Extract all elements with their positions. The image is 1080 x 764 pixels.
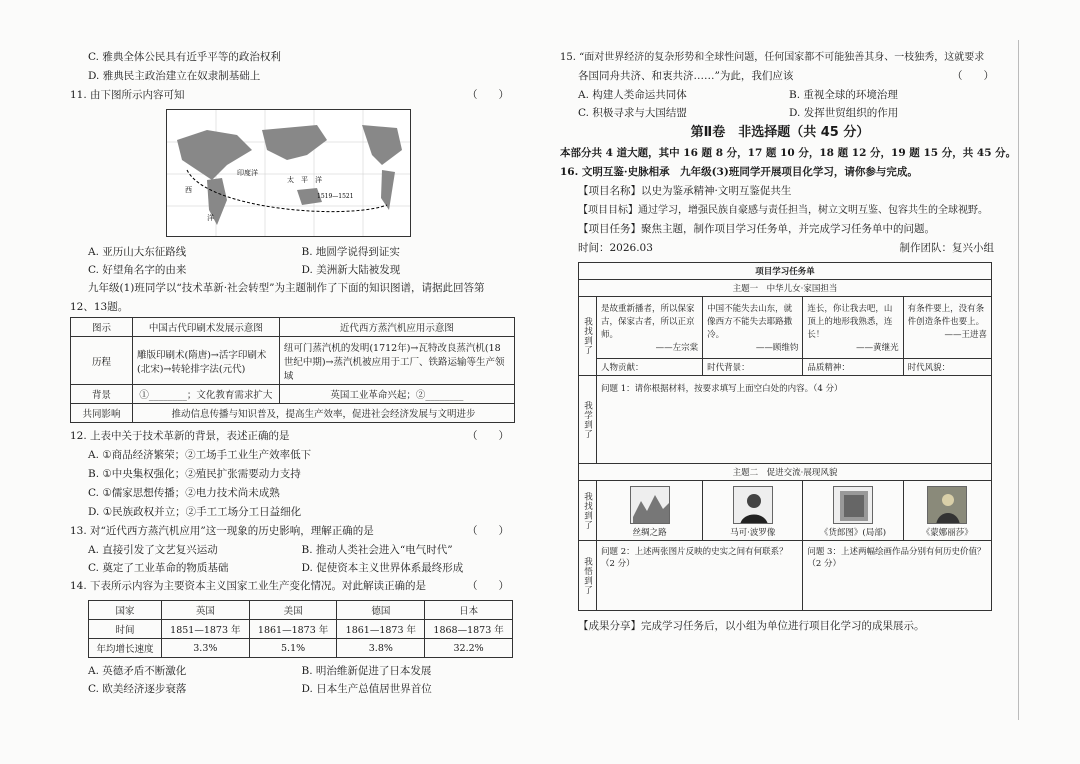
industry-table-r1c0: 时间 bbox=[89, 620, 162, 639]
tech-table-r2c0: 背景 bbox=[71, 385, 133, 404]
industry-table-h2: 美国 bbox=[249, 601, 337, 620]
pic-silk-road-caption: 丝绸之路 bbox=[632, 528, 667, 538]
q15-options-row2 bbox=[560, 104, 1000, 122]
q13-option-d: D. 促使资本主义世界体系最终形成 bbox=[301, 562, 464, 574]
world-map-svg bbox=[167, 110, 411, 237]
q13-option-c: C. 奠定了工业革命的物质基础 bbox=[88, 562, 229, 574]
q11-option-a: A. 亚历山大东征路线 bbox=[88, 246, 187, 258]
q12-stem: 12. 上表中关于技术革新的背景，表述正确的是 （ ） bbox=[70, 430, 509, 442]
theme-one-title: 主题一 中华儿女·家国担当 bbox=[579, 280, 992, 297]
tech-table-r3c1: 推动信息传播与知识普及，提高生产效率，促进社会经济发展与文明进步 bbox=[133, 404, 515, 423]
q11-option-c: C. 好望角名字的由来 bbox=[88, 264, 187, 276]
q13-stem: 13. 对“近代西方蒸汽机应用”这一现象的历史影响，理解正确的是 （ ） bbox=[70, 525, 509, 537]
left-column bbox=[70, 48, 515, 698]
map-label-2: 洋 bbox=[207, 214, 214, 222]
q13-option-b: B. 推动人类社会进入“电气时代” bbox=[301, 544, 453, 556]
task-sheet bbox=[578, 262, 992, 611]
task-sheet-title: 项目学习任务单 bbox=[579, 263, 992, 280]
theme-two-title: 主题二 促进交流·展现风貌 bbox=[579, 464, 992, 481]
quote-3: 连长，你让我去吧，山顶上的地形我熟悉，连长！ ——黄继光 bbox=[803, 297, 903, 359]
q14-options-row1 bbox=[70, 662, 515, 680]
q15-stem: 15. “面对世界经济的复杂形势和全球性问题，任何国家都不可能独善其身、一枝独秀，这就要求 bbox=[560, 52, 985, 63]
industry-table-h0: 国家 bbox=[89, 601, 162, 620]
project-meta bbox=[560, 239, 1000, 258]
q13-options-row2 bbox=[70, 559, 515, 577]
tech-table-h0: 图示 bbox=[71, 318, 133, 337]
industry-table-h1: 英国 bbox=[161, 601, 249, 620]
q14-option-c: C. 欧美经济逐步衰落 bbox=[88, 683, 187, 695]
pic-marco-polo bbox=[703, 481, 803, 541]
results-share: 【成果分享】完成学习任务后，以小组为单位进行项目化学习的成果展示。 bbox=[578, 620, 925, 632]
q15-option-c: C. 积极寻求与大国结盟 bbox=[578, 107, 687, 119]
option-c-prev: C. 雅典全体公民具有近乎平等的政治权利 bbox=[88, 51, 281, 63]
label-learned: 我学到了 bbox=[579, 376, 597, 464]
q12-option-a: A. ①商品经济繁荣；②工场手工业生产效率低下 bbox=[88, 449, 312, 461]
tech-table-r1c1: 雕版印刷术(隋唐)→活字印刷术(北宋)→转轮排字法(元代) bbox=[133, 337, 280, 385]
industry-table-r2c3: 3.8% bbox=[337, 639, 425, 658]
silk-road-svg bbox=[631, 487, 670, 524]
map-ocean-label: 太 平 洋 bbox=[287, 176, 322, 184]
q14-stem: 14. 下表所示内容为主要资本主义国家工业生产变化情况。对此解读正确的是 （ ） bbox=[70, 580, 509, 592]
q14-option-d: D. 日本生产总值居世界首位 bbox=[301, 683, 432, 695]
q16-stem: 16. 文明互鉴·史脉相承 九年级(3)班同学开展项目化学习，请你参与完成。 bbox=[560, 166, 918, 178]
q15-option-d: D. 发挥世贸组织的作用 bbox=[789, 107, 899, 119]
q14-options-row2 bbox=[70, 680, 515, 698]
industry-table-r1c3: 1861—1873 年 bbox=[337, 620, 425, 639]
field-background[interactable]: 时代背景： bbox=[703, 359, 803, 376]
question-3[interactable]: 问题 3：上述两幅绘画作品分别有何历史价值？（2 分） bbox=[803, 541, 992, 611]
pic-mona-lisa-caption: 《蒙娜丽莎》 bbox=[921, 528, 973, 538]
label-found-2: 我找到了 bbox=[579, 481, 597, 541]
industry-table bbox=[88, 600, 513, 658]
label-found: 我找到了 bbox=[579, 297, 597, 376]
q15-options-row1 bbox=[560, 86, 1000, 104]
map-label-1: 西 bbox=[185, 186, 192, 194]
q14-option-a: A. 英德矛盾不断激化 bbox=[88, 665, 187, 677]
peddler-svg bbox=[834, 487, 873, 524]
industry-table-r1c2: 1861—1873 年 bbox=[249, 620, 337, 639]
q12-option-c: C. ①儒家思想传播；②电力技术尚未成熟 bbox=[88, 487, 280, 499]
marco-polo-image bbox=[733, 486, 773, 524]
field-spirit[interactable]: 品质精神： bbox=[803, 359, 903, 376]
knowledge-map-intro: 九年级(1)班同学以“技术革新·社会转型”为主题制作了下面的知识图谱，请据此回答第 bbox=[88, 282, 485, 294]
q12-option-b: B. ①中央集权强化；②殖民扩张需要动力支持 bbox=[88, 468, 301, 480]
q15-option-b: B. 重视全球的环境治理 bbox=[789, 89, 898, 101]
quote-2: 中国不能失去山东，就像西方不能失去耶路撒冷。 ——顾维钧 bbox=[703, 297, 803, 359]
quote-4: 有条件要上，没有条件创造条件也要上。 ——王进喜 bbox=[903, 297, 991, 359]
peddler-image bbox=[833, 486, 873, 524]
q11-stem: 11. 由下图所示内容可知 （ ） bbox=[70, 89, 509, 101]
tech-table-r1c2: 纽可门蒸汽机的发明(1712年)→瓦特改良蒸汽机(18世纪中期)→蒸汽机被应用于工厂、铁路运输等生产领域 bbox=[279, 337, 514, 385]
pic-marco-polo-caption: 马可·波罗像 bbox=[730, 528, 776, 538]
field-era[interactable]: 时代风貌： bbox=[903, 359, 991, 376]
tech-table-h2: 近代西方蒸汽机应用示意图 bbox=[279, 318, 514, 337]
question-2[interactable]: 问题 2：上述两张图片反映的史实之间有何联系？（2 分） bbox=[597, 541, 803, 611]
mona-lisa-image bbox=[927, 486, 967, 524]
page-fold-line bbox=[1018, 40, 1019, 720]
pic-peddler bbox=[803, 481, 903, 541]
tech-table bbox=[70, 317, 515, 423]
pic-mona-lisa bbox=[903, 481, 991, 541]
industry-table-r1c4: 1868—1873 年 bbox=[425, 620, 513, 639]
project-time: 时间：2026.03 bbox=[578, 242, 653, 254]
q11-option-b: B. 地圆学说得到证实 bbox=[301, 246, 400, 258]
map-label-3: 印度洋 bbox=[237, 169, 258, 177]
tech-table-r2c1: ①________；文化教育需求扩大 bbox=[133, 385, 280, 404]
industry-table-r1c1: 1851—1873 年 bbox=[161, 620, 249, 639]
industry-table-r2c4: 32.2% bbox=[425, 639, 513, 658]
tech-table-h1: 中国古代印刷术发展示意图 bbox=[133, 318, 280, 337]
industry-table-r2c0: 年均增长速度 bbox=[89, 639, 162, 658]
label-realized: 我悟到了 bbox=[579, 541, 597, 611]
q11-option-d: D. 美洲新大陆被发现 bbox=[301, 264, 401, 276]
tech-table-r1c0: 历程 bbox=[71, 337, 133, 385]
project-goal: 【项目目标】通过学习，增强民族自豪感与责任担当，树立文明互鉴、包容共生的全球视野。 bbox=[578, 205, 988, 216]
section-title: 第Ⅱ卷 非选择题（共 45 分） bbox=[690, 125, 870, 140]
quote-1: 是故重新播者，所以保家古，保家古者，所以正京师。 ——左宗棠 bbox=[597, 297, 703, 359]
project-name: 【项目名称】以史为鉴承精神·文明互鉴促共生 bbox=[578, 185, 792, 197]
tech-table-r2c2: 英国工业革命兴起；②________ bbox=[279, 385, 514, 404]
marco-polo-svg bbox=[734, 487, 773, 524]
knowledge-map-intro-2: 12、13题。 bbox=[70, 301, 129, 313]
industry-table-h4: 日本 bbox=[425, 601, 513, 620]
section-desc: 本部分共 4 道大题，其中 16 题 8 分，17 题 10 分，18 题 12 分，19 题 15 分，共 45 分。 bbox=[560, 147, 1017, 159]
pic-silk-road bbox=[597, 481, 703, 541]
q15-stem-2: 各国同舟共济、和衷共济……”为此，我们应该 （ ） bbox=[578, 70, 994, 82]
industry-table-h3: 德国 bbox=[337, 601, 425, 620]
q14-option-b: B. 明治维新促进了日本发展 bbox=[301, 665, 432, 677]
industry-table-r2c1: 3.3% bbox=[161, 639, 249, 658]
industry-table-r2c2: 5.1% bbox=[249, 639, 337, 658]
option-d-prev: D. 雅典民主政治建立在奴隶制基础上 bbox=[88, 70, 261, 82]
q11-options-row2 bbox=[70, 261, 515, 279]
q15-option-a: A. 构建人类命运共同体 bbox=[578, 89, 687, 101]
q13-options-row1 bbox=[70, 541, 515, 559]
pic-peddler-caption: 《货郎图》(局部) bbox=[819, 528, 887, 538]
q13-option-a: A. 直接引发了文艺复兴运动 bbox=[88, 544, 218, 556]
right-column bbox=[560, 48, 1017, 636]
field-contribution[interactable]: 人物贡献： bbox=[597, 359, 703, 376]
map-years-label: 1519—1521 bbox=[317, 193, 354, 200]
q12-option-d: D. ①民族政权并立；②手工工场分工日益细化 bbox=[88, 506, 302, 518]
project-team: 制作团队：复兴小组 bbox=[899, 242, 994, 254]
mona-lisa-svg bbox=[928, 487, 967, 524]
world-map bbox=[166, 109, 411, 237]
project-task: 【项目任务】聚焦主题，制作项目学习任务单，并完成学习任务单中的问题。 bbox=[578, 223, 935, 235]
tech-table-r3c0: 共同影响 bbox=[71, 404, 133, 423]
q11-options-row1 bbox=[70, 243, 515, 261]
silk-road-image bbox=[630, 486, 670, 524]
question-1[interactable]: 问题 1：请你根据材料，按要求填写上面空白处的内容。（4 分） bbox=[597, 376, 992, 464]
